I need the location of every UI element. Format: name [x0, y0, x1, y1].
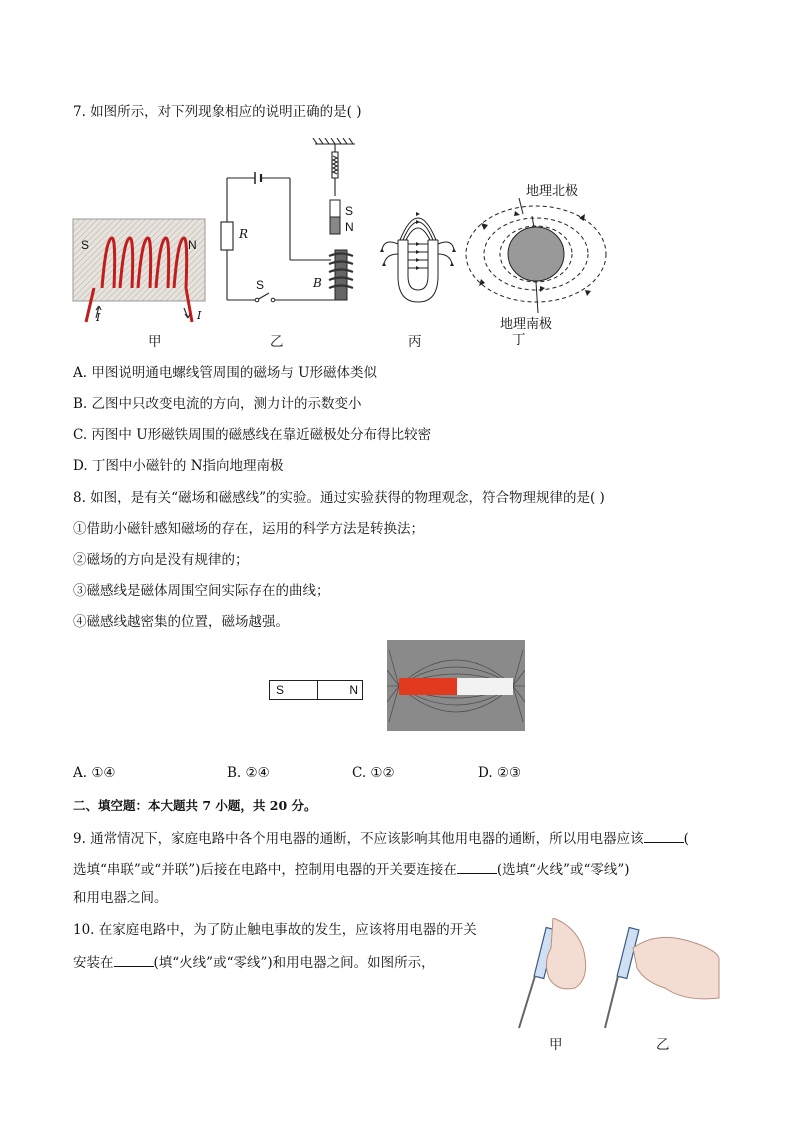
- q10-line-2: [73, 952, 435, 972]
- q8-statement-2: ②磁场的方向是没有规律的；: [73, 552, 249, 568]
- test-pen-yi-caption: 乙: [656, 1037, 670, 1053]
- q8-option-a: A. ①④: [73, 765, 116, 781]
- figure-ding-caption: 丁: [512, 332, 526, 348]
- q9-blank-2: [457, 859, 497, 874]
- q8-statement-3: ③磁感线是磁体周围空间实际存在的曲线；: [73, 583, 330, 599]
- q7-option-b: B. 乙图中只改变电流的方向，测力计的示数变小: [73, 396, 362, 412]
- q9-text-1a: 9. 通常情况下，家庭电路中各个用电器的通断，不应该影响其他用电器的通断，所以用电器应该: [73, 831, 644, 847]
- solenoid-n-label: N: [188, 238, 197, 252]
- section-2-heading: 二、填空题：本大题共 7 小题，共 20 分。: [73, 798, 317, 813]
- iron-filings-photo: [387, 640, 525, 731]
- north-pole-label: 地理北极: [526, 184, 579, 199]
- solenoid-s-label: S: [81, 238, 90, 252]
- bar-magnet-s: S: [270, 681, 318, 699]
- q7-option-a: A. 甲图说明通电螺线管周围的磁场与 U形磁体类似: [73, 365, 377, 381]
- q8-option-b: B. ②④: [227, 765, 270, 781]
- magnet-s-label: S: [345, 204, 354, 218]
- figure-ding-earth: [460, 178, 610, 338]
- bar-magnet-diagram: [269, 680, 363, 700]
- current-label-left: I: [96, 311, 101, 324]
- resistor-r-label: R: [239, 227, 249, 241]
- south-pole-label: 地理南极: [500, 317, 553, 332]
- test-pen-jia-caption: 甲: [549, 1037, 563, 1053]
- current-label-right: I: [197, 309, 202, 322]
- q10-line-1: 10. 在家庭电路中，为了防止触电事故的发生，应该将用电器的开关: [73, 922, 477, 938]
- q7-option-d: D. 丁图中小磁针的 N指向地理南极: [73, 458, 284, 474]
- q7-stem: 7. 如图所示，对下列现象相应的说明正确的是( ): [73, 104, 362, 120]
- q9-text-2b: (选填“火线”或“零线”): [496, 862, 630, 878]
- q9-text-2a: 选填“串联”或“并联”)后接在电路中，控制用电器的开关要连接在: [73, 862, 457, 878]
- figure-yi-caption: 乙: [270, 334, 284, 350]
- figure-bing-u-magnet: [378, 198, 458, 308]
- q8-statement-1: ①借助小磁针感知磁场的存在，运用的科学方法是转换法；: [73, 521, 424, 537]
- q8-option-c: C. ①②: [352, 765, 395, 781]
- q7-option-c: C. 丙图中 U形磁铁周围的磁感线在靠近磁极处分布得比较密: [73, 427, 432, 443]
- q9-text-1b: (: [683, 831, 689, 847]
- figure-yi-circuit: [215, 138, 365, 313]
- figure-bing-caption: 丙: [408, 334, 422, 350]
- bar-magnet-n: N: [349, 683, 358, 697]
- q10-text-2b: (填“火线”或“零线”)和用电器之间。如图所示，: [153, 955, 435, 971]
- q8-stem: 8. 如图，是有关“磁场和磁感线”的实验。通过实验获得的物理观念，符合物理规律的是( ): [73, 490, 605, 506]
- q8-statement-4: ④磁感线越密集的位置，磁场越强。: [73, 614, 289, 630]
- figure-jia-solenoid: [72, 218, 206, 328]
- q9-line-1: [73, 828, 689, 848]
- q9-line-3: 和用电器之间。: [73, 890, 168, 906]
- figure-jia-caption: 甲: [148, 334, 162, 350]
- q10-blank-1: [114, 952, 154, 967]
- electromagnet-b-label: B: [313, 276, 322, 290]
- q8-option-d: D. ②③: [478, 765, 522, 781]
- q9-blank-1: [644, 828, 684, 843]
- q9-line-2: [73, 859, 630, 879]
- q10-text-2a: 安装在: [73, 955, 114, 971]
- test-pen-figure: [505, 918, 720, 1033]
- magnet-n-label: N: [345, 220, 354, 234]
- switch-s-label: S: [256, 278, 265, 292]
